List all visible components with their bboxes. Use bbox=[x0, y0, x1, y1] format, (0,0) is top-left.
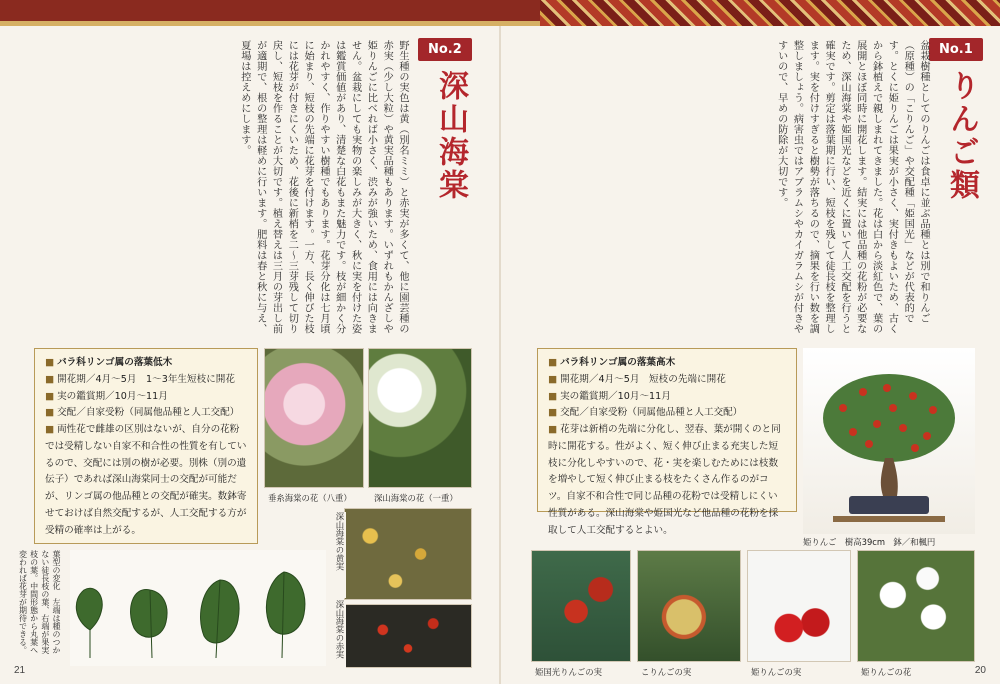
caption: 姫りんごの実 bbox=[751, 667, 802, 677]
info-line: ■ 開花期／4月〜5月 1〜3年生短枝に開花 bbox=[45, 373, 235, 385]
info-line: ■ 実の鑑賞期／10月〜11月 bbox=[548, 390, 671, 402]
bonsai-photo bbox=[803, 348, 975, 534]
section-title: 深山海棠 bbox=[433, 70, 468, 202]
caption: 深山海棠の黄実 bbox=[334, 512, 346, 598]
square-icon: ■ bbox=[45, 407, 55, 419]
bonsai-icon bbox=[803, 348, 975, 534]
square-icon: ■ bbox=[548, 424, 558, 436]
square-icon: ■ bbox=[45, 424, 55, 436]
caption: こりんごの実 bbox=[641, 667, 692, 677]
page-number: 21 bbox=[14, 665, 26, 676]
info-box bbox=[537, 348, 797, 536]
info-line: ■ 花芽は新梢の先端に分化し、翌春、葉が開くのと同時に開花する。性がよく、短く伸び止まる充実した短枝に分化しやすいので、花・実を楽しむためには枝数を増やして短く伸び止まる枝をたくさん作るのがコツ。自家不和合性で同じ品種の花粉では受精しにくい性質がある。深山海棠や姫国光など他品種の花粉を採取して人工交配するとよい。 bbox=[548, 424, 781, 536]
section-tag: No.1 bbox=[929, 38, 983, 61]
body-text: 野生種の実色は黄（別名ミミ）と赤実が多くて、他に園芸種の赤実（少し大粒）や黄実品種もあります。いずれもかんざしや姫りんごに比べれば小さく、渋みが強いため、食用には向きません。盆栽にしても実物の楽しみが大きく、秋に実を付けた姿は鑑賞価値があり、清楚な白花もまた魅力です。枝が細かく分かれやすく、作りやすい樹種でもあります。花芽分化は七月頃に始まり、短枝の先端に花芽を付けます。一方、長く伸びた枝には花芽が付きにくいため、花後に新梢を二〜三芽残して切り戻し、短枝を作ることが大切です。植え替えは三月の芽出し前が適期で、根の整理は軽めに行います。肥料は春と秋に与え、夏場は控えめにします。 bbox=[238, 40, 408, 334]
apple-flower-photo bbox=[857, 550, 975, 662]
info-line: ■ 交配／自家受粉（同属他品種と人工交配） bbox=[548, 407, 743, 419]
square-icon: ■ bbox=[548, 390, 558, 402]
square-icon: ■ bbox=[548, 357, 558, 368]
section-title: りんご類 bbox=[944, 70, 979, 202]
caption: 姫国光りんごの実 bbox=[535, 667, 602, 677]
info-line: ■ バラ科リンゴ属の落葉低木 bbox=[45, 357, 173, 368]
white-flower-photo bbox=[368, 348, 472, 488]
info-box bbox=[34, 348, 258, 544]
square-icon: ■ bbox=[548, 373, 558, 385]
info-line: ■ 実の鑑賞期／10月〜11月 bbox=[45, 390, 168, 402]
crabapple-flower-photo bbox=[264, 348, 364, 488]
apple-photo bbox=[747, 550, 851, 662]
header-pattern bbox=[540, 0, 1000, 26]
info-line: ■ バラ科リンゴ属の落葉高木 bbox=[548, 357, 676, 368]
right-page bbox=[501, 26, 1000, 684]
info-line: ■ 開花期／4月〜5月 短枝の先端に開花 bbox=[548, 373, 726, 385]
red-fruit-photo bbox=[344, 604, 472, 668]
caption: 深山海棠の赤実 bbox=[334, 600, 346, 670]
leaf-variation-figure bbox=[70, 550, 326, 666]
caption: 姫りんご 樹高39cm 鉢／和楓円 bbox=[803, 537, 936, 547]
info-line: ■ 交配／自家受粉（同属他品種と人工交配） bbox=[45, 407, 240, 419]
yellow-fruit-photo bbox=[344, 508, 472, 600]
caption: 深山海棠の花（一重） bbox=[374, 493, 458, 503]
leaf-caption: 葉型の変化 左端は種のつかない徒長枝の葉、右端が果実枝の葉。中間形態から丸葉へ変われば花芽が期待できる。 bbox=[8, 550, 62, 660]
apple-photo bbox=[531, 550, 631, 662]
square-icon: ■ bbox=[548, 407, 558, 419]
leaf-icons bbox=[70, 550, 326, 666]
square-icon: ■ bbox=[45, 373, 55, 385]
body-text: 盆栽樹種としてのりんごは食卓に並ぶ品種とは別で和りんご（原種）の「こりんご」や交配種「姫国光」などが代表的です。とくに姫りんごは果実が小さく、実付きもよいため、古くから鉢植えで親しまれてきました。花は白から淡紅色で、葉の展開とほぼ同時に開花します。結実には他品種の花粉が必要なため、深山海棠や姫国光などを近くに置いて人工交配を行うと確実です。剪定は落葉期に行い、短枝を残して徒長枝を整理します。実を付けすぎると樹勢が落ちるので、摘果を行い数を調整しましょう。病害虫ではアブラムシやカイガラムシが付きやすいので、早めの防除が大切です。 bbox=[775, 40, 929, 334]
caption: 姫りんごの花 bbox=[861, 667, 912, 677]
info-line: ■ 両性花で雌雄の区別はないが、自分の花粉では受精しない自家不和合性の性質を有しているので、交配には別の樹が必要。別株（別の遺伝子）であれば深山海棠同士の交配が可能だが、リンゴ属の他品種との交配が確実。数鉢寄せておけば自然交配するが、人工交配する方が受精の確率は上がる。 bbox=[45, 424, 247, 536]
section-tag: No.2 bbox=[418, 38, 472, 61]
square-icon: ■ bbox=[45, 390, 55, 402]
page-number: 20 bbox=[974, 665, 986, 676]
apple-photo bbox=[637, 550, 741, 662]
caption: 垂糸海棠の花（八重） bbox=[268, 493, 352, 503]
left-page bbox=[0, 26, 499, 684]
square-icon: ■ bbox=[45, 357, 55, 368]
